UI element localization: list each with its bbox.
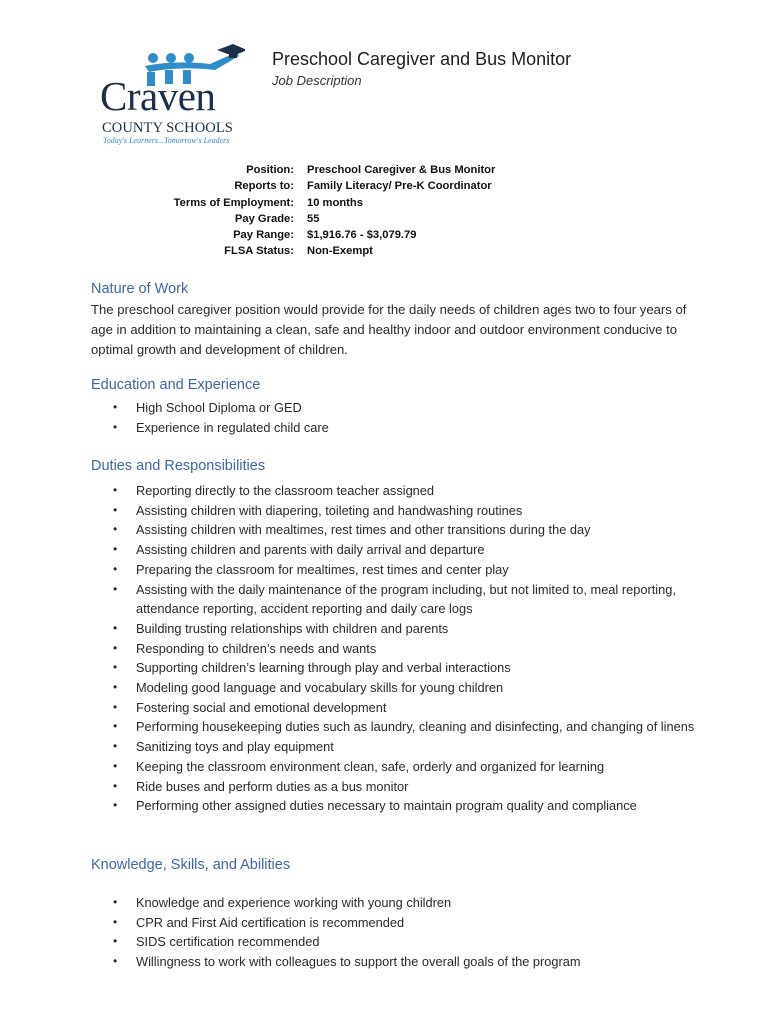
info-label: Pay Grade:: [234, 212, 294, 225]
list-item: • Assisting children with mealtimes, rest times and other transitions during the day: [0, 520, 696, 540]
logo-subtitle: COUNTY SCHOOLS: [102, 120, 233, 136]
info-label: FLSA Status:: [224, 245, 294, 258]
bullet-icon: •: [113, 895, 118, 909]
document-subtitle: Job Description: [272, 73, 362, 88]
bullet-icon: •: [113, 778, 118, 793]
list-item: • Supporting children’s learning through play and verbal interactions: [0, 658, 696, 678]
nature-paragraph: The preschool caregiver position would provide for the daily needs of children ages two to four years of age in addition to maintaining a clean, safe and healthy indoor and outdoor environment conducive to optimal growth and development of children.: [91, 302, 687, 357]
document-title: Preschool Caregiver and Bus Monitor: [272, 49, 572, 69]
list-item: • Assisting children and parents with daily arrival and departure: [0, 540, 696, 560]
bullet-icon: •: [113, 400, 118, 414]
education-list: [0, 398, 770, 437]
bullet-icon: •: [113, 542, 118, 557]
list-item: • Keeping the classroom environment clean, safe, orderly and organized for learning: [0, 757, 696, 777]
list-item: • Assisting with the daily maintenance of the program including, but not limited to, meal reporting, attendance reporting, accident reporting and daily care logs: [113, 581, 676, 617]
bullet-icon: •: [113, 914, 118, 929]
bullet-icon: •: [113, 581, 118, 596]
info-value: 55: [307, 212, 320, 225]
section-heading-nature: Nature of Work: [91, 281, 189, 297]
list-item: • Responding to children’s needs and wants: [0, 639, 696, 659]
bullet-icon: •: [113, 798, 118, 813]
bullet-icon: •: [113, 419, 118, 434]
info-label: Reports to:: [234, 180, 294, 193]
duties-list: [0, 481, 770, 816]
list-item: • Willingness to work with colleagues to support the overall goals of the program: [0, 952, 696, 972]
info-row-pay-grade: [0, 213, 770, 229]
info-row-terms: [0, 197, 770, 213]
list-item: • SIDS certification recommended: [0, 932, 696, 952]
list-item: • Building trusting relationships with children and parents: [0, 619, 696, 639]
bullet-icon: •: [113, 934, 118, 949]
bullet-icon: •: [113, 739, 118, 754]
list-item: • Preparing the classroom for mealtimes, rest times and center play: [0, 560, 696, 580]
info-label: Pay Range:: [233, 229, 294, 242]
info-label: Position:: [246, 164, 294, 176]
bullet-icon: •: [113, 640, 118, 655]
bullet-icon: •: [113, 620, 118, 635]
info-value: Preschool Caregiver & Bus Monitor: [307, 164, 496, 176]
list-item: • Modeling good language and vocabulary skills for young children: [0, 678, 696, 698]
bullet-icon: •: [113, 561, 118, 576]
info-value: Non-Exempt: [307, 245, 373, 258]
list-item: • High School Diploma or GED: [0, 398, 696, 418]
bullet-icon: •: [113, 522, 118, 537]
info-label: Terms of Employment:: [173, 196, 294, 209]
bullet-icon: •: [113, 758, 118, 773]
info-row-reports-to: [0, 180, 770, 196]
list-item: • Reporting directly to the classroom teacher assigned: [0, 481, 696, 501]
list-item: • Performing housekeeping duties such as laundry, cleaning and disinfecting, and changing of linens: [0, 717, 696, 737]
info-row-flsa: [0, 245, 770, 261]
bullet-icon: •: [113, 660, 118, 675]
bullet-icon: •: [113, 680, 118, 695]
list-item: • Knowledge and experience working with young children: [0, 893, 696, 913]
list-item: • Assisting children with diapering, toileting and handwashing routines: [0, 501, 696, 521]
logo-name: Craven: [100, 73, 216, 119]
logo-tagline: Today's Learners...Tomorrow's Leaders: [103, 136, 230, 145]
section-heading-education: Education and Experience: [91, 377, 261, 393]
info-value: $1,916.76 - $3,079.79: [307, 229, 417, 242]
list-item: • Performing other assigned duties necessary to maintain program quality and compliance: [0, 796, 696, 816]
bullet-icon: •: [113, 954, 118, 969]
bullet-icon: •: [113, 483, 118, 497]
ksa-list: [0, 893, 770, 972]
bullet-icon: •: [113, 719, 118, 734]
craven-county-schools-logo: [95, 40, 245, 150]
bullet-icon: •: [113, 699, 118, 714]
section-heading-duties: Duties and Responsibilities: [91, 458, 266, 474]
info-row-pay-range: [0, 229, 770, 245]
list-item: • Sanitizing toys and play equipment: [0, 737, 696, 757]
list-item: • Fostering social and emotional development: [0, 698, 696, 718]
list-item: • CPR and First Aid certification is recommended: [0, 913, 696, 933]
bullet-icon: •: [113, 502, 118, 517]
info-row-position: [0, 164, 770, 180]
info-value: 10 months: [307, 196, 363, 209]
job-info-table: [0, 164, 770, 262]
list-item: • Ride buses and perform duties as a bus monitor: [0, 777, 696, 797]
section-heading-ksa: Knowledge, Skills, and Abilities: [91, 857, 291, 873]
list-item: • Experience in regulated child care: [0, 418, 696, 438]
info-value: Family Literacy/ Pre-K Coordinator: [307, 180, 492, 193]
